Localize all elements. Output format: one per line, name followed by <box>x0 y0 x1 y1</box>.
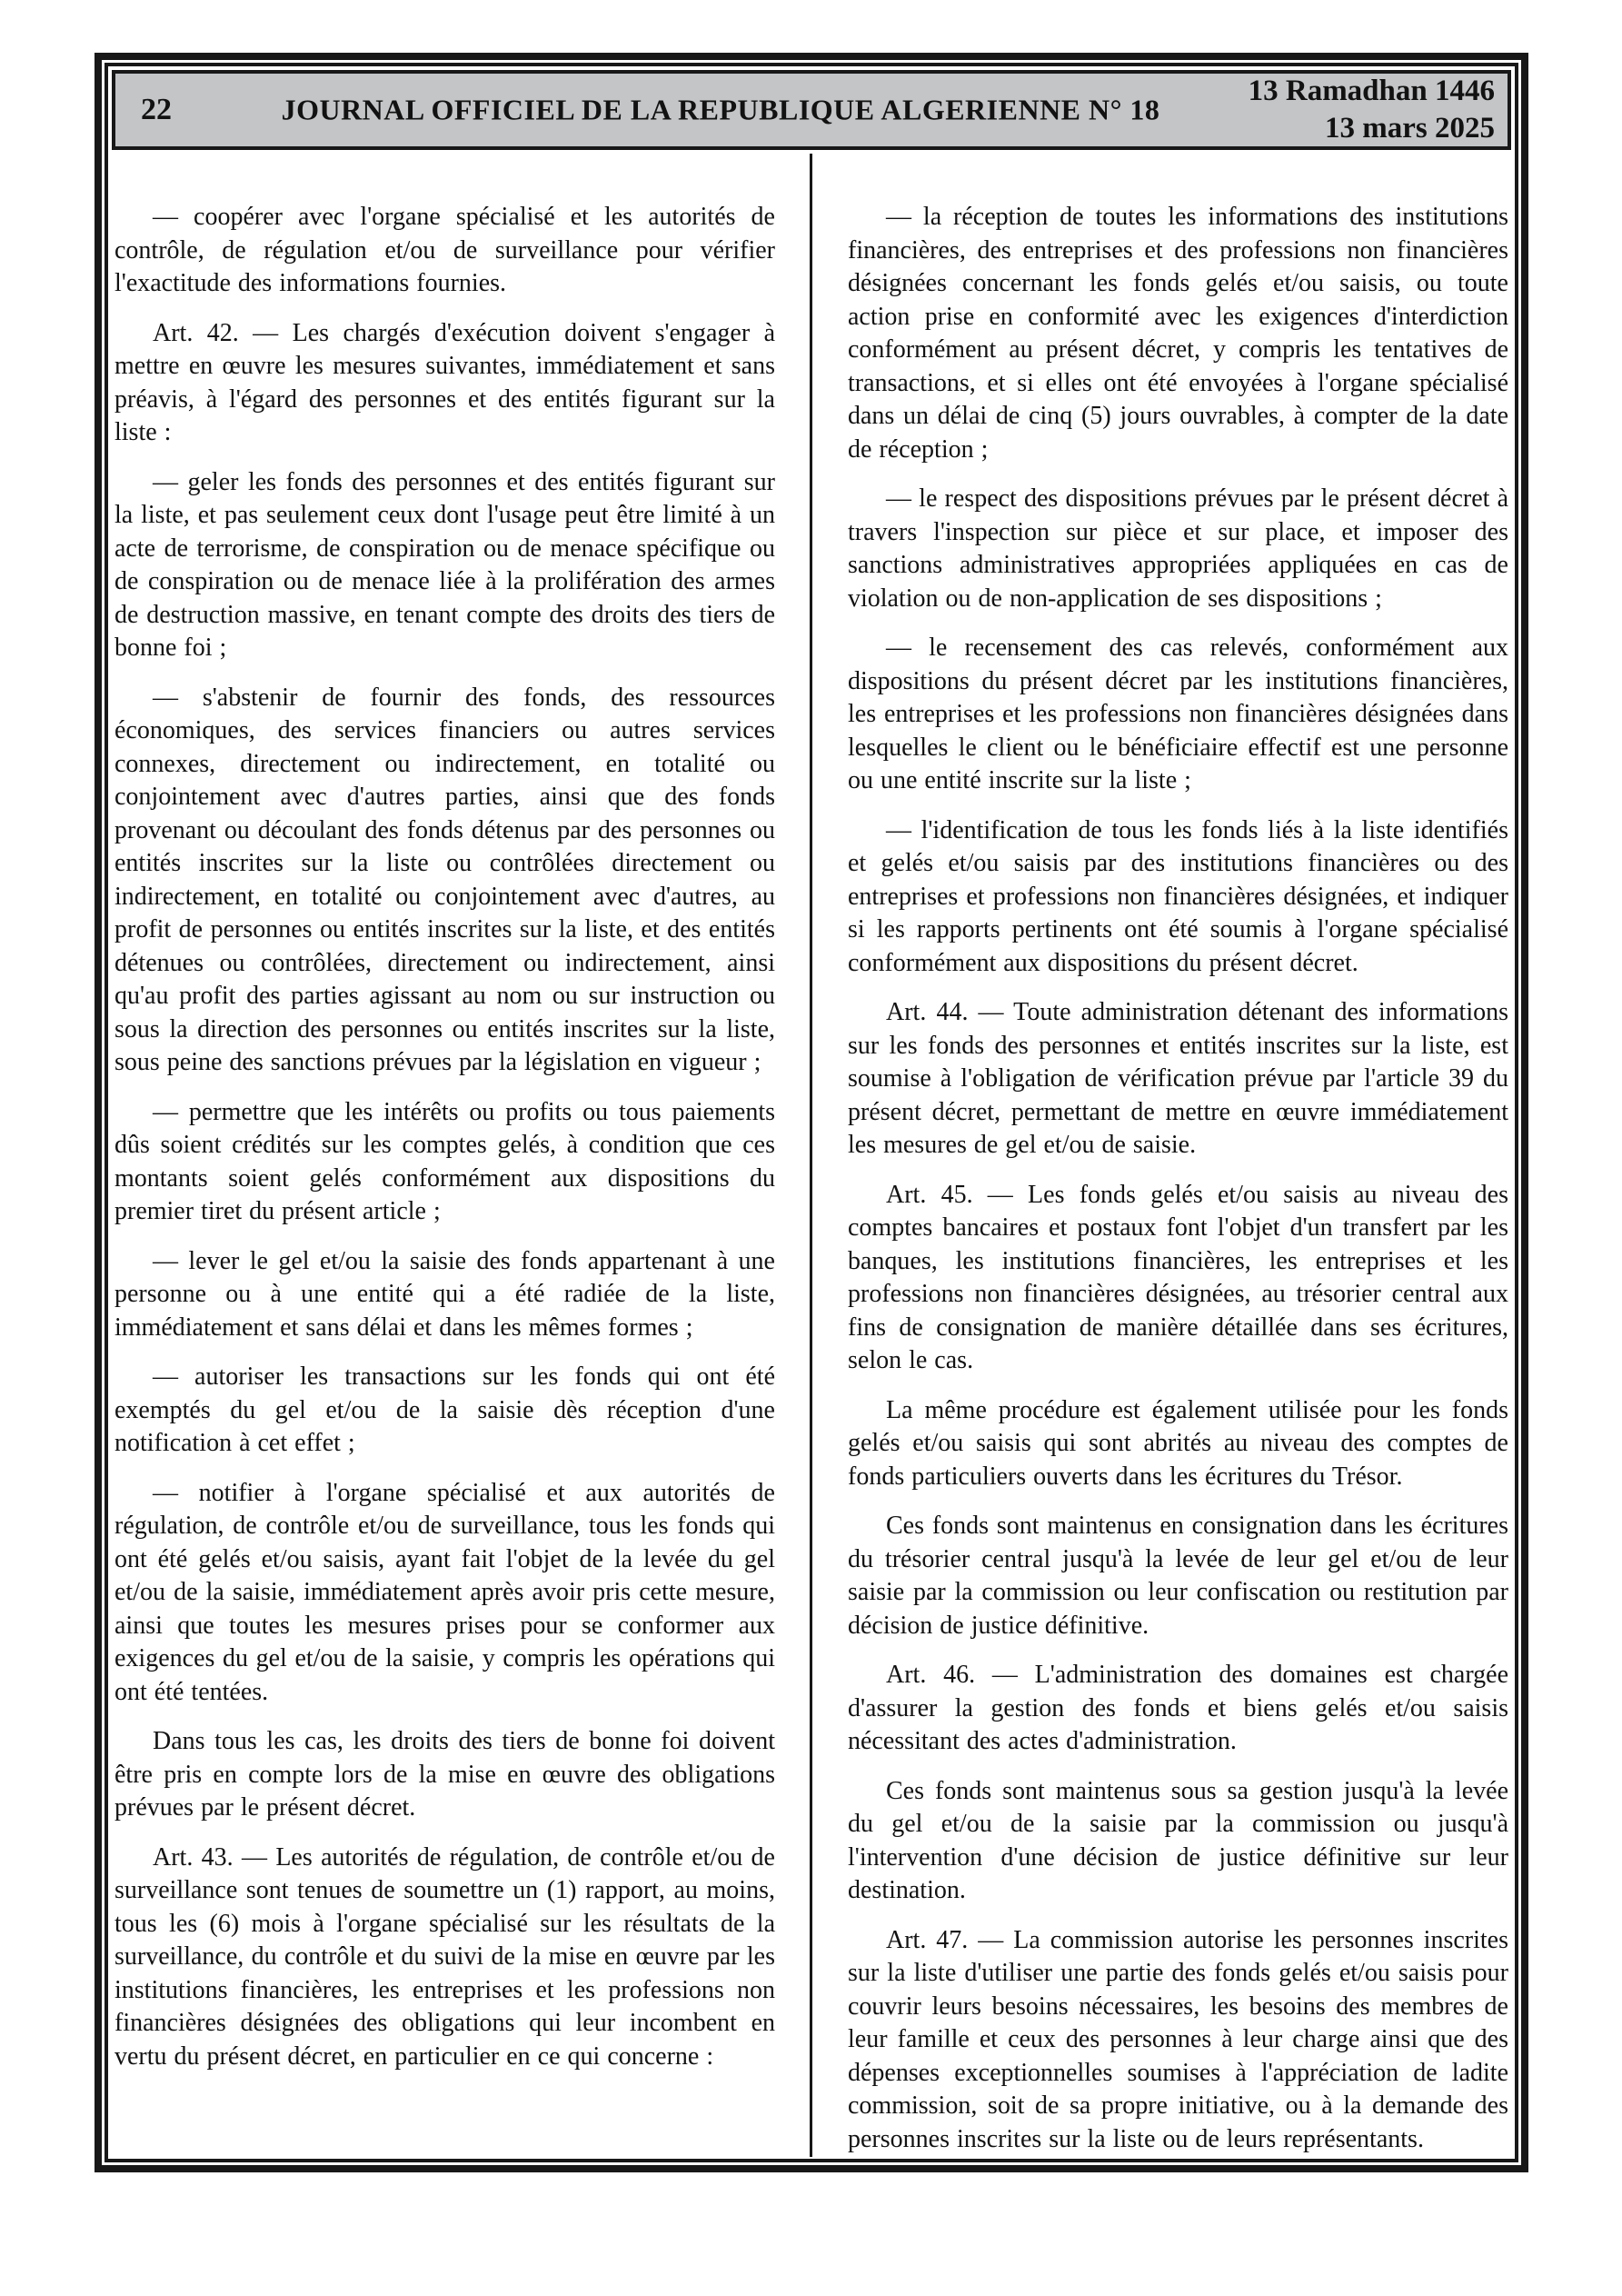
paragraph: — le recensement des cas relevés, conformément aux dispositions du présent décret par les institutions financières, les entreprises et les professions non financières désignées dans lesquelles le client ou le bénéficiaire effectif est une personne ou une entité inscrite sur la liste ; <box>848 634 1508 794</box>
paragraph: Art. 43. — Les autorités de régulation, de contrôle et/ou de surveillance sont tenues de soumettre un (1) rapport, au moins, tous les (6) mois à l'organe spécialisé sur les résultats de la surveillance, du contrôle et du suivi de la mise en œuvre par les institutions financières, les entreprises et les professions non financières désignées des obligations qui leur incombent en vertu du présent décret, en particulier en ce qui concerne : <box>114 1842 775 2071</box>
paragraph: — s'abstenir de fournir des fonds, des ressources économiques, des services financiers ou autres services connexes, directement ou indirectement, en totalité ou conjointement avec d'autres parties, ainsi que des fonds provenant ou découlant des fonds détenus par des personnes ou entités inscrites sur la liste ou contrôlées directement ou indirectement, en totalité ou conjointement avec d'autres, au profit de personnes ou entités inscrites sur la liste, et des entités détenues ou contrôlées, directement ou indirectement, ainsi qu'au profit des parties agissant au nom ou sur instruction ou sous la direction des personnes ou entités inscrites sur la liste, sous peine des sanctions prévues par la législation en vigueur ; <box>114 683 775 1076</box>
page-border-outer <box>95 53 1528 2172</box>
right-column <box>848 201 1508 2155</box>
paragraph: Art. 45. — Les fonds gelés et/ou saisis au niveau des comptes bancaires et postaux font l'objet d'un transfert par les banques, les institutions financières, les entreprises et les professions non financières désignées, au trésorier central aux fins de consignation de manière détaillée dans ses écritures, selon le cas. <box>848 1180 1508 1374</box>
paragraph: Dans tous les cas, les droits des tiers de bonne foi doivent être pris en compte lors de la mise en œuvre des obligations prévues par le présent décret. <box>114 1727 775 1822</box>
paragraph: — l'identification de tous les fonds liés à la liste identifiés et gelés et/ou saisis par des institutions financières ou des entreprises et professions non financières désignées, et indiquer si les rapports pertinents ont été soumis à l'organe spécialisé conformément aux dispositions du présent décret. <box>848 815 1508 977</box>
paragraph: Ces fonds sont maintenus sous sa gestion jusqu'à la levée du gel et/ou de la saisie par la commission ou jusqu'à l'intervention d'une décision de justice définitive sur leur destination. <box>848 1776 1508 1904</box>
left-column <box>114 201 775 2155</box>
paragraph: — geler les fonds des personnes et des entités figurant sur la liste, et pas seulement ceux dont l'usage peut être limité à un acte de terrorisme, de conspiration ou de menace spécifique ou de conspiration ou de menace liée à la prolifération des armes de destruction massive, en tenant compte des droits des tiers de bonne foi ; <box>114 467 775 662</box>
page-header <box>112 70 1511 150</box>
paragraph: La même procédure est également utilisée pour les fonds gelés et/ou saisis qui sont abrités au niveau des comptes de fonds particuliers ouverts dans les écritures du Trésor. <box>848 1395 1508 1491</box>
page-border-inner <box>104 63 1518 2162</box>
paragraph: Art. 44. — Toute administration détenant des informations sur les fonds des personnes et entités inscrites sur la liste, est soumise à l'obligation de vérification prévue par l'article 39 du présent décret, permettant de mettre en œuvre immédiatement les mesures de gel et/ou de saisie. <box>848 998 1508 1159</box>
paragraph: Art. 46. — L'administration des domaines est chargée d'assurer la gestion des fonds et biens gelés et/ou saisis nécessitant des actes d'administration. <box>848 1661 1508 1755</box>
paragraph: — la réception de toutes les informations des institutions financières, des entreprises et des professions non financières désignées concernant les fonds gelés et/ou saisis, ou toute action prise en conformité avec les exigences d'interdiction conformément au présent décret, y compris les tentatives de transactions, et si elles ont été envoyées à l'organe spécialisé dans un délai de cinq (5) jours ouvrables, à compter de la date de réception ; <box>848 203 1508 464</box>
paragraph: — le respect des dispositions prévues par le présent décret à travers l'inspection sur pièce et sur place, et imposer des sanctions administratives appropriées appliquées en cas de violation ou de non-application de ses dispositions ; <box>848 484 1508 613</box>
paragraph: — notifier à l'organe spécialisé et aux autorités de régulation, de contrôle et/ou de surveillance, tous les fonds qui ont été gelés et/ou saisis, ayant fait l'objet de la levée du gel et/ou de la saisie, immédiatement après avoir pris cette mesure, ainsi que toutes les mesures prises pour se conformer aux exigences du gel et/ou de la saisie, y compris les opérations qui ont été tentées. <box>114 1478 775 1706</box>
paragraph: — lever le gel et/ou la saisie des fonds appartenant à une personne ou à une entité qui a été radiée de la liste, immédiatement et sans délai et dans les mêmes formes ; <box>114 1246 775 1342</box>
date-gregorian: 13 mars 2025 <box>1325 112 1495 145</box>
paragraph: Ces fonds sont maintenus en consignation dans les écritures du trésorier central jusqu'à la levée de leur gel et/ou de leur saisie par la commission ou leur confiscation ou restitution par décision de justice définitive. <box>848 1512 1508 1640</box>
page-number: 22 <box>141 93 172 126</box>
journal-title: JOURNAL OFFICIEL DE LA REPUBLIQUE ALGERIENNE N° 18 <box>281 93 1160 126</box>
paragraph: — permettre que les intérêts ou profits ou tous paiements dûs soient crédités sur les comptes gelés, à condition que ces montants soient gelés conformément aux dispositions du premier tiret du présent article ; <box>114 1097 775 1225</box>
header-dates <box>1249 73 1495 147</box>
paragraph: — autoriser les transactions sur les fonds qui ont été exemptés du gel et/ou de la saisie dès réception d'une notification à cet effet ; <box>114 1363 775 1457</box>
paragraph: Art. 47. — La commission autorise les personnes inscrites sur la liste d'utiliser une partie des fonds gelés et/ou saisis pour couvrir leurs besoins nécessaires, les besoins des membres de leur famille et ceux des personnes à leur charge ainsi que des dépenses exceptionnelles soumises à l'appréciation de ladite commission, soit de sa propre initiative, ou à la demande des personnes inscrites sur la liste ou de leurs représentants. <box>848 1925 1508 2153</box>
date-hijri: 13 Ramadhan 1446 <box>1248 75 1495 107</box>
paragraph: Art. 42. — Les chargés d'exécution doivent s'engager à mettre en œuvre les mesures suivantes, immédiatement et sans préavis, à l'égard des personnes et des entités figurant sur la liste : <box>114 318 775 446</box>
paragraph: — coopérer avec l'organe spécialisé et les autorités de contrôle, de régulation et/ou de surveillance pour vérifier l'exactitude des informations fournies. <box>114 203 775 297</box>
content-columns <box>114 201 1508 2155</box>
